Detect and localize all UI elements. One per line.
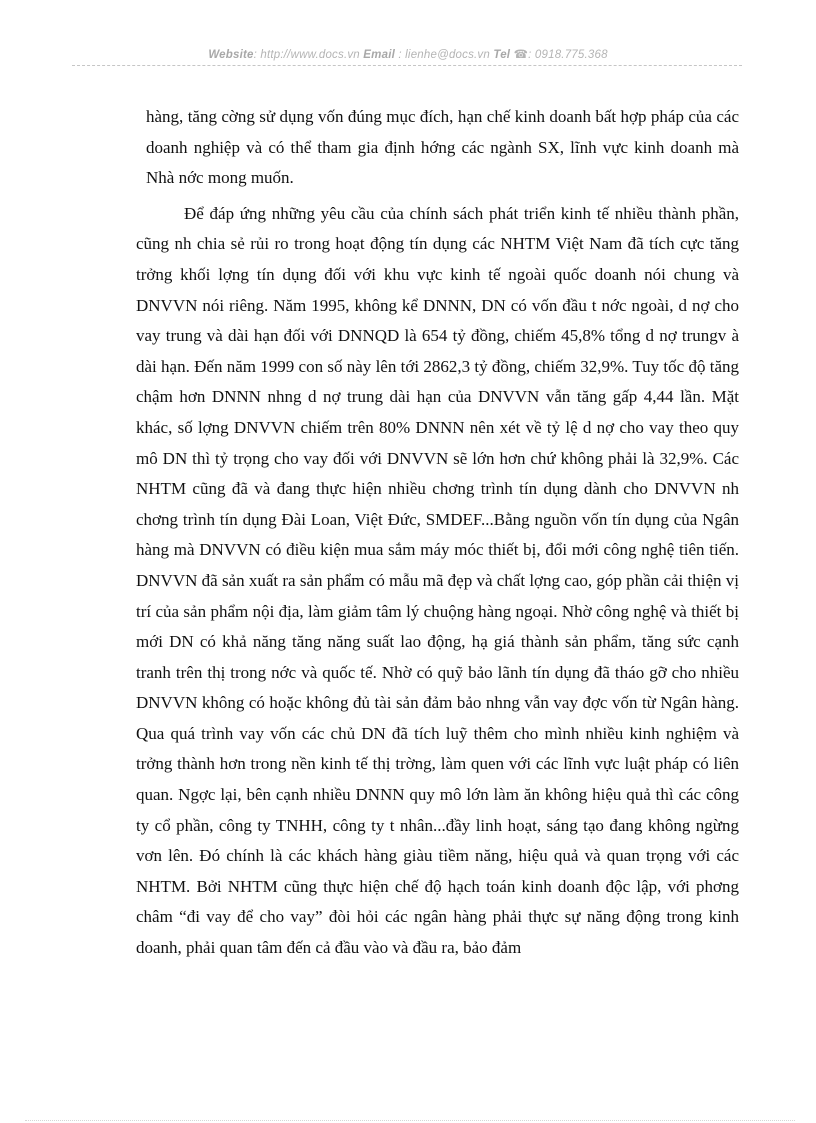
email-label: Email: [363, 49, 395, 61]
website-value: : http://www.docs.vn: [253, 49, 360, 61]
header-divider: [72, 65, 742, 66]
tel-label: Tel: [493, 49, 511, 61]
document-body: [136, 102, 739, 964]
paragraph-continued: hàng, tăng cờng sử dụng vốn đúng mục đích, hạn chế kinh doanh bất hợp pháp của các doanh nghiệp và có thể tham gia định hớng các ngành SX, lĩnh vực kinh doanh mà Nhà nớc mong muốn.: [146, 107, 739, 188]
page-header: [0, 47, 816, 61]
email-value: : lienhe@docs.vn: [398, 49, 490, 61]
website-label: Website: [208, 49, 254, 61]
phone-icon: ☎: [513, 49, 529, 61]
paragraph-main: Để đáp ứng những yêu cầu của chính sách phát triển kinh tế nhiều thành phần, cũng nh chia sẻ rủi ro trong hoạt động tín dụng các NHTM Việt Nam đã tích cực tăng trởng khối lợng tín dụng đối với khu vực kinh tế ngoài quốc doanh nói chung và DNVVN nói riêng. Năm 1995, không kể DNNN, DN có vốn đầu t nớc ngoài, d nợ cho vay trung và dài hạn đối với DNNQD là 654 tỷ đồng, chiếm 45,8% tổng d nợ trungv à dài hạn. Đến năm 1999 con số này lên tới 2862,3 tỷ đồng, chiếm 32,9%. Tuy tốc độ tăng chậm hơn DNNN nhng d nợ trung dài hạn của DNVVN vẫn tăng gấp 4,44 lần. Mặt khác, số lợng DNVVN chiếm trên 80% DNNN nên xét về tỷ lệ d nợ cho vay theo quy mô DN thì tỷ trọng cho vay đối với DNVVN sẽ lớn hơn chứ không phải là 32,9%. Các NHTM cũng đã và đang thực hiện nhiều chơng trình tín dụng dành cho DNVVN nh chơng trình tín dụng Đài Loan, Việt Đức, SMDEF...Bằng nguồn vốn tín dụng của Ngân hàng mà DNVVN có điều kiện mua sắm máy móc thiết bị, đổi mới công nghệ tiên tiến. DNVVN đã sản xuất ra sản phẩm có mẫu mã đẹp và chất lợng cao, góp phần cải thiện vị trí của sản phẩm nội địa, làm giảm tâm lý chuộng hàng ngoại. Nhờ công nghệ và thiết bị mới DN có khả năng tăng năng suất lao động, hạ giá thành sản phẩm, tăng sức cạnh tranh trên thị trong nớc và quốc tế. Nhờ có quỹ bảo lãnh tín dụng đã tháo gỡ cho nhiều DNVVN không có hoặc không đủ tài sản đảm bảo nhng vẫn vay đợc vốn từ Ngân hàng. Qua quá trình vay vốn các chủ DN đã tích luỹ thêm cho mình nhiều kinh nghiệm và trởng thành hơn trong nền kinh tế thị trờng, làm quen với các lĩnh vực luật pháp có liên quan. Ngợc lại, bên cạnh nhiều DNNN quy mô lớn làm ăn không hiệu quả thì các công ty cổ phần, công ty TNHH, công ty t nhân...đầy linh hoạt, sáng tạo đang không ngừng vơn lên. Đó chính là các khách hàng giàu tiềm năng, hiệu quả và quan trọng với các NHTM. Bởi NHTM cũng thực hiện chế độ hạch toán kinh doanh độc lập, với phơng châm “đi vay để cho vay” đòi hỏi các ngân hàng phải thực sự năng động trong kinh doanh, phải quan tâm đến cả đầu vào và đầu ra, bảo đảm: [136, 203, 739, 958]
tel-value: : 0918.775.368: [528, 49, 608, 61]
footer-divider: [25, 1120, 795, 1121]
